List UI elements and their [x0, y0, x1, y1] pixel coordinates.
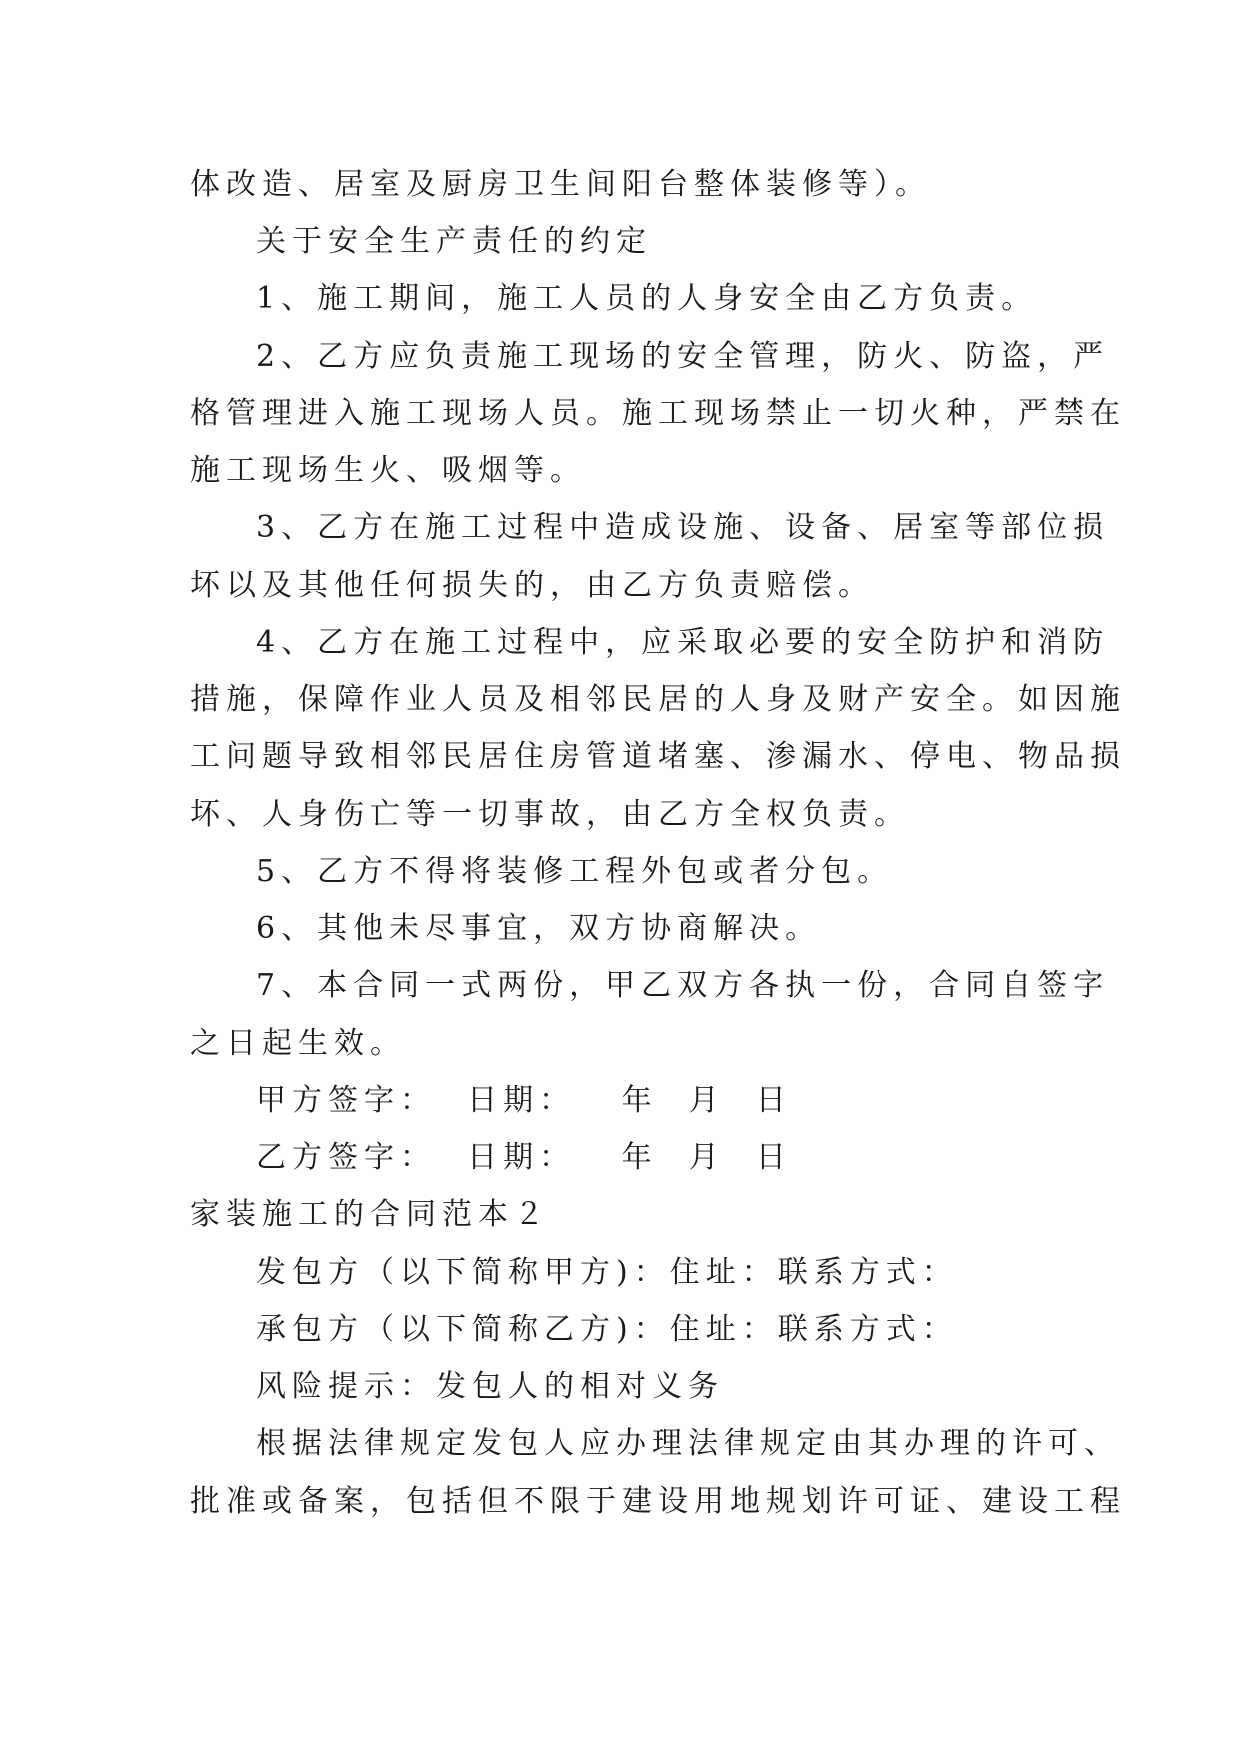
document-title: 家装施工的合同范本２ [190, 1197, 550, 1232]
section-heading: 关于安全生产责任的约定 [256, 224, 652, 259]
party-a-signature: 甲方签字： 日期： 年 月 日 [256, 1083, 792, 1118]
text-line: 工问题导致相邻民居住房管道堵塞、渗漏水、停电、物品损 [190, 739, 1126, 774]
clause-2: 2、乙方应负责施工现场的安全管理，防火、防盗，严 [256, 339, 1110, 374]
clause-6: 6、其他未尽事宜，双方协商解决。 [256, 911, 822, 946]
clause-4: 4、乙方在施工过程中，应采取必要的安全防护和消防 [256, 625, 1110, 660]
text-line: 批准或备案，包括但不限于建设用地规划许可证、建设工程 [190, 1484, 1126, 1519]
clause-1: 1、施工期间，施工人员的人身安全由乙方负责。 [256, 281, 1038, 316]
contractor-info: 承包方（以下简称乙方)：住址：联系方式： [256, 1312, 958, 1347]
clause-7: 7、本合同一式两份，甲乙双方各执一份，合同自签字 [256, 968, 1110, 1003]
text-line: 格管理进入施工现场人员。施工现场禁止一切火种，严禁在 [190, 396, 1126, 431]
risk-notice: 风险提示：发包人的相对义务 [256, 1369, 724, 1404]
text-line: 措施，保障作业人员及相邻民居的人身及财产安全。如因施 [190, 682, 1126, 717]
clause-5: 5、乙方不得将装修工程外包或者分包。 [256, 854, 894, 889]
party-b-signature: 乙方签字： 日期： 年 月 日 [256, 1140, 792, 1175]
text-line: 坏、人身伤亡等一切事故，由乙方全权负责。 [190, 797, 910, 832]
text-line: 施工现场生火、吸烟等。 [190, 453, 586, 488]
text-line: 坏以及其他任何损失的，由乙方负责赔偿。 [190, 568, 874, 603]
clause-3: 3、乙方在施工过程中造成设施、设备、居室等部位损 [256, 510, 1110, 545]
text-line: 体改造、居室及厨房卫生间阳台整体装修等）。 [190, 167, 931, 202]
employer-info: 发包方（以下简称甲方)：住址：联系方式： [256, 1255, 958, 1290]
text-line: 之日起生效。 [190, 1026, 406, 1061]
text-line: 根据法律规定发包人应办理法律规定由其办理的许可、 [256, 1426, 1120, 1461]
